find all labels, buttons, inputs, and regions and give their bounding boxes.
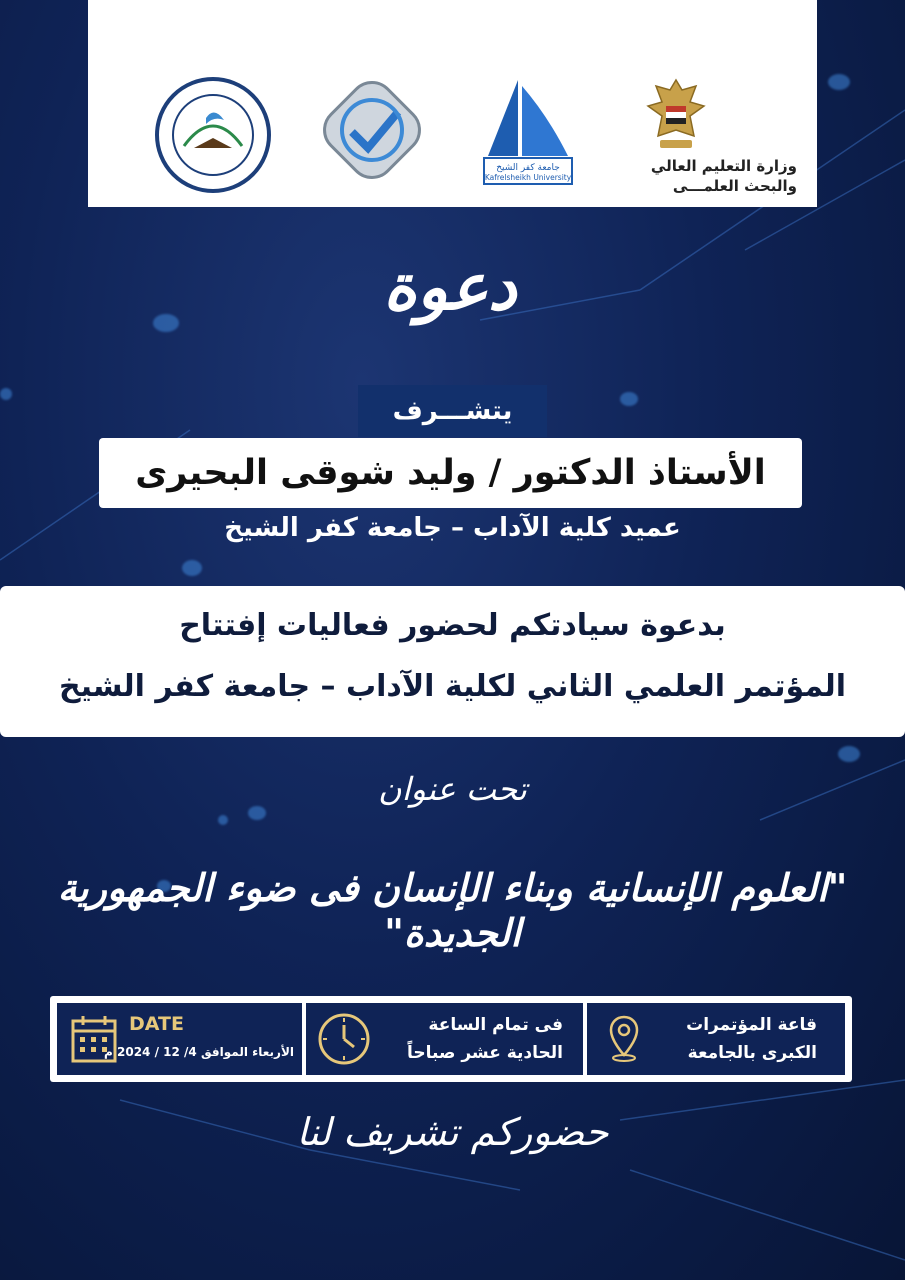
light-dot [838,746,860,762]
venue-text [686,1011,817,1067]
invitation-line-1: بدعوة سيادتكم لحضور فعاليات إفتتاح [179,608,726,643]
honor-label: يتشـــرف [358,385,547,437]
quality-assurance-unit-logo-icon [318,76,426,184]
time-text [407,1011,563,1067]
venue-line-2: الكبرى بالجامعة [687,1043,817,1063]
time-cell [306,1003,583,1075]
kfs-logo-text: جامعة كفر الشيخ [496,163,560,173]
venue-cell [587,1003,845,1075]
kafrelsheikh-university-logo-icon [478,76,578,188]
clock-icon [316,1011,372,1067]
ministry-line-2: والبحث العلمـــى [672,177,797,195]
kfs-logo-text-en: Kafrelsheikh University [484,173,572,182]
date-value: الأربعاء الموافق 4/ 12 / 2024 م [104,1045,294,1059]
ministry-line-1: وزارة التعليم العالي [650,157,797,175]
logo-header [88,0,817,207]
light-dot [182,560,202,576]
under-title-label: تحت عنوان [378,770,527,808]
date-label: DATE [129,1013,184,1035]
host-role: عميد كلية الآداب – جامعة كفر الشيخ [224,513,681,543]
invitation-line-2: المؤتمر العلمي الثاني لكلية الآداب – جامعة كفر الشيخ [58,669,846,704]
light-dot [0,388,12,400]
closing-message: حضوركم تشريف لنا [296,1110,609,1154]
invitation-message-box [0,586,905,737]
light-dot [153,314,179,332]
venue-line-1: قاعة المؤتمرات [686,1015,817,1035]
date-cell [57,1003,302,1075]
host-name: الأستاذ الدكتور / وليد شوقى البحيرى [99,438,802,508]
light-dot [620,392,638,406]
time-line-2: الحادية عشر صباحاً [407,1043,563,1063]
invitation-title: دعوة [383,250,517,325]
light-dot [828,74,850,90]
time-line-1: فى تمام الساعة [428,1015,563,1035]
conference-theme: "العلوم الإنسانية وبناء الإنسان فى ضوء الجمهورية الجديدة" [57,865,848,955]
event-details-bar [50,996,852,1082]
egypt-eagle-emblem-icon [646,76,706,154]
location-pin-icon [609,1015,639,1063]
faculty-of-arts-seal-icon [154,76,272,194]
ministry-name [597,156,797,196]
